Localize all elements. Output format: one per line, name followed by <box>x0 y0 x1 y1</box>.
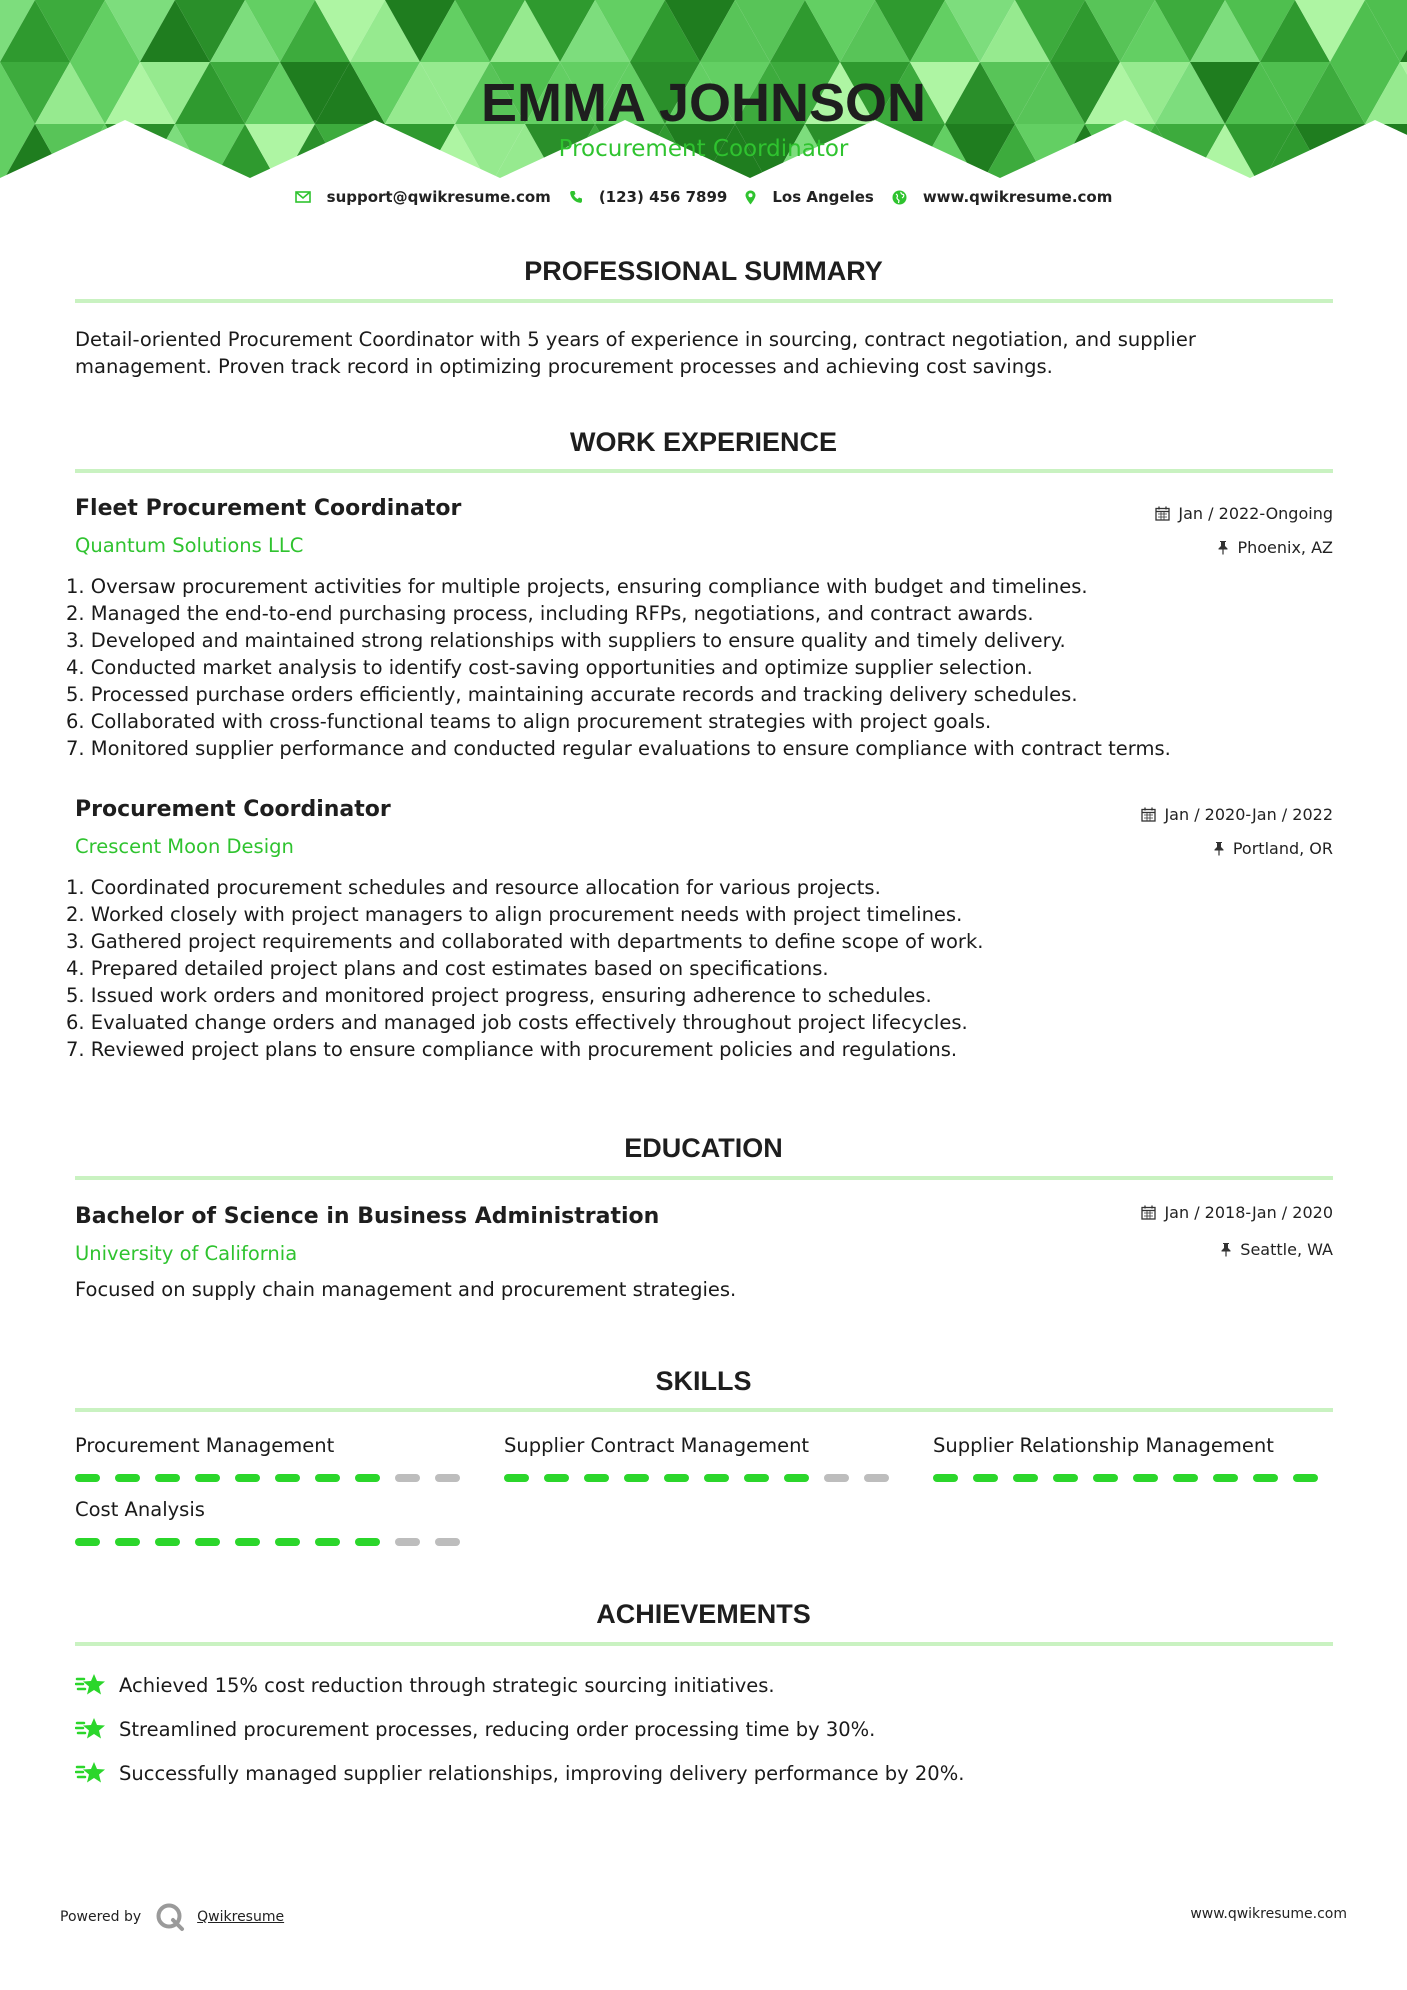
skill-dash <box>824 1474 849 1482</box>
skill-dash <box>584 1474 609 1482</box>
website-text: www.qwikresume.com <box>922 188 1113 206</box>
education-location <box>1220 1240 1333 1259</box>
achievement-item <box>75 1759 964 1787</box>
skill-dash <box>355 1474 380 1482</box>
skill-dash <box>315 1538 340 1546</box>
star-badge-icon <box>75 1671 107 1699</box>
star-badge-icon <box>75 1715 107 1743</box>
pushpin-icon <box>1217 540 1229 555</box>
envelope-icon <box>295 191 311 203</box>
skill-item <box>75 1498 475 1546</box>
list-item: 3. Gathered project requirements and collaborated with departments to define scope of work. <box>66 930 984 953</box>
job-2-company: Crescent Moon Design <box>75 835 294 858</box>
achievement-text: Streamlined procurement processes, reducing order processing time by 30%. <box>119 1717 876 1741</box>
skill-dash <box>115 1538 140 1546</box>
section-divider <box>75 469 1333 473</box>
qwikresume-logo-icon <box>155 1902 185 1932</box>
list-item: 5. Processed purchase orders efficiently, maintaining accurate records and tracking delivery schedules. <box>66 683 1078 706</box>
skill-dash <box>275 1538 300 1546</box>
footer-website[interactable]: www.qwikresume.com <box>1190 1906 1347 1922</box>
skill-dash <box>1213 1474 1238 1482</box>
skill-dash <box>395 1474 420 1482</box>
education-dates <box>1141 1203 1333 1222</box>
star-badge-icon <box>75 1759 107 1787</box>
job-2-dates-text: Jan / 2020-Jan / 2022 <box>1164 805 1333 824</box>
achievements-heading: ACHIEVEMENTS <box>596 1599 811 1629</box>
skill-level <box>933 1474 1333 1482</box>
skills-heading: SKILLS <box>655 1366 752 1396</box>
achievement-text: Successfully managed supplier relationships, improving delivery performance by 20%. <box>119 1761 965 1785</box>
skill-dash <box>624 1474 649 1482</box>
skill-dash <box>973 1474 998 1482</box>
list-item: 3. Developed and maintained strong relationships with suppliers to ensure quality and timely delivery. <box>66 629 1066 652</box>
skill-dash <box>1173 1474 1198 1482</box>
list-item: 2. Managed the end-to-end purchasing process, including RFPs, negotiations, and contract awards. <box>66 602 1034 625</box>
calendar-icon <box>1155 506 1170 521</box>
education-heading: EDUCATION <box>624 1133 783 1163</box>
list-item: 6. Collaborated with cross-functional teams to align procurement strategies with project goals. <box>66 710 992 733</box>
skill-dash <box>1293 1474 1318 1482</box>
job-2-bullets <box>66 874 1336 1063</box>
skill-dash <box>315 1474 340 1482</box>
pushpin-icon <box>1220 1242 1232 1257</box>
contact-location <box>745 188 873 206</box>
list-item: 5. Issued work orders and monitored project progress, ensuring adherence to schedules. <box>66 984 932 1007</box>
contact-website[interactable] <box>892 188 1113 206</box>
skill-dash <box>275 1474 300 1482</box>
list-item: 1. Coordinated procurement schedules and resource allocation for various projects. <box>66 876 881 899</box>
skill-item <box>504 1434 904 1482</box>
education-school: University of California <box>75 1242 298 1265</box>
phone-text: (123) 456 7899 <box>598 188 728 206</box>
skill-level <box>75 1474 475 1482</box>
candidate-name: EMMA JOHNSON <box>480 73 927 133</box>
list-item: 2. Worked closely with project managers to align procurement needs with project timelines. <box>66 903 963 926</box>
skill-dash <box>1093 1474 1118 1482</box>
list-item: 7. Reviewed project plans to ensure compliance with procurement policies and regulations. <box>66 1038 958 1061</box>
achievement-item <box>75 1671 775 1699</box>
skill-level <box>504 1474 904 1482</box>
skill-dash <box>235 1474 260 1482</box>
job-1-location <box>1217 538 1333 557</box>
list-item: 7. Monitored supplier performance and conducted regular evaluations to ensure compliance with contract terms. <box>66 737 1171 760</box>
skill-dash <box>195 1474 220 1482</box>
skill-level <box>75 1538 475 1546</box>
education-location-text: Seattle, WA <box>1240 1240 1333 1259</box>
skill-name: Supplier Relationship Management <box>933 1434 1274 1457</box>
job-1-company: Quantum Solutions LLC <box>75 534 304 557</box>
section-divider <box>75 1176 1333 1180</box>
contact-phone[interactable] <box>569 188 728 206</box>
summary-text: Detail-oriented Procurement Coordinator with 5 years of experience in sourcing, contract negotiation, and supplier management. Proven track record in optimizing procurement processes and achieving cost savings. <box>75 328 1196 378</box>
skill-dash <box>933 1474 958 1482</box>
achievement-text: Achieved 15% cost reduction through strategic sourcing initiatives. <box>119 1673 775 1697</box>
contact-bar <box>0 188 1407 206</box>
skill-dash <box>1053 1474 1078 1482</box>
skill-dash <box>744 1474 769 1482</box>
skill-dash <box>704 1474 729 1482</box>
summary-heading: PROFESSIONAL SUMMARY <box>524 256 883 286</box>
list-item: 4. Conducted market analysis to identify cost-saving opportunities and optimize supplier selection. <box>66 656 1033 679</box>
education-degree: Bachelor of Science in Business Administration <box>75 1204 660 1229</box>
location-text: Los Angeles <box>772 188 874 206</box>
section-divider <box>75 1642 1333 1646</box>
skill-dash <box>504 1474 529 1482</box>
experience-heading: WORK EXPERIENCE <box>569 427 838 457</box>
education-dates-text: Jan / 2018-Jan / 2020 <box>1164 1203 1333 1222</box>
skill-name: Procurement Management <box>75 1434 335 1457</box>
calendar-icon <box>1141 1205 1156 1220</box>
achievement-item <box>75 1715 875 1743</box>
powered-by-label: Powered by <box>60 1909 142 1925</box>
skill-item <box>75 1434 475 1482</box>
skill-dash <box>155 1538 180 1546</box>
skill-dash <box>864 1474 889 1482</box>
skill-dash <box>435 1538 460 1546</box>
job-1-dates-text: Jan / 2022-Ongoing <box>1178 504 1333 523</box>
skill-dash <box>784 1474 809 1482</box>
list-item: 6. Evaluated change orders and managed job costs effectively throughout project lifecycles. <box>66 1011 968 1034</box>
list-item: 1. Oversaw procurement activities for multiple projects, ensuring compliance with budget and timelines. <box>66 575 1088 598</box>
job-1-dates <box>1155 504 1333 523</box>
skill-item <box>933 1434 1333 1482</box>
job-1-title: Fleet Procurement Coordinator <box>75 496 462 521</box>
phone-icon <box>569 190 583 204</box>
skill-dash <box>195 1538 220 1546</box>
skill-dash <box>115 1474 140 1482</box>
globe-icon <box>892 190 907 205</box>
skill-dash <box>355 1538 380 1546</box>
skill-dash <box>75 1538 100 1546</box>
skill-dash <box>664 1474 689 1482</box>
skill-dash <box>395 1538 420 1546</box>
list-item: 4. Prepared detailed project plans and cost estimates based on specifications. <box>66 957 829 980</box>
education-description: Focused on supply chain management and procurement strategies. <box>75 1278 737 1301</box>
pushpin-icon <box>1213 841 1225 856</box>
skill-dash <box>1133 1474 1158 1482</box>
email-text: support@qwikresume.com <box>326 188 551 206</box>
qwikresume-link[interactable]: Qwikresume <box>197 1909 285 1925</box>
skill-name: Cost Analysis <box>75 1498 205 1521</box>
map-pin-icon <box>745 190 756 205</box>
contact-email[interactable] <box>295 188 551 206</box>
skill-dash <box>1013 1474 1038 1482</box>
calendar-icon <box>1141 807 1156 822</box>
job-2-title: Procurement Coordinator <box>75 797 391 822</box>
skill-dash <box>1253 1474 1278 1482</box>
job-2-location-text: Portland, OR <box>1232 839 1333 858</box>
skill-name: Supplier Contract Management <box>504 1434 810 1457</box>
skill-dash <box>435 1474 460 1482</box>
skill-dash <box>75 1474 100 1482</box>
job-1-bullets <box>66 573 1336 762</box>
skill-dash <box>544 1474 569 1482</box>
job-1-location-text: Phoenix, AZ <box>1237 538 1333 557</box>
job-2-location <box>1213 839 1333 858</box>
job-2-dates <box>1141 805 1333 824</box>
skill-dash <box>155 1474 180 1482</box>
job-title-heading: Procurement Coordinator <box>558 136 849 162</box>
section-divider <box>75 299 1333 303</box>
skill-dash <box>235 1538 260 1546</box>
section-divider <box>75 1408 1333 1412</box>
footer-powered-by <box>60 1902 284 1932</box>
